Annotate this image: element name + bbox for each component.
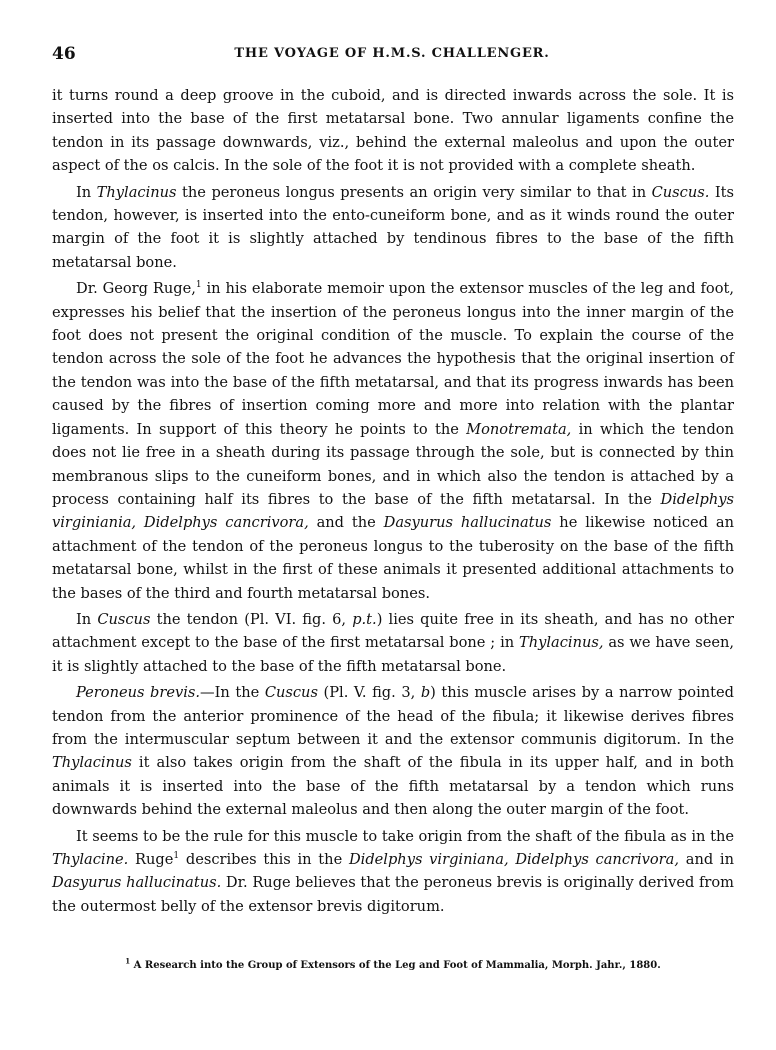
- page-header: [52, 44, 732, 68]
- paragraph-text: describes this in the: [179, 851, 349, 868]
- italic-taxon: Didelphys virginiana, Didelphys cancrivora,: [348, 851, 679, 868]
- italic-taxon: Dasyurus hallucinatus.: [52, 874, 222, 892]
- paragraph-text: It seems to be the rule for this muscle to take origin from the shaft of the fibula as in the: [76, 827, 734, 845]
- footnote-marker: 1: [125, 956, 131, 966]
- page-number: 46: [52, 44, 76, 64]
- italic-taxon: Thylacinus,: [518, 634, 604, 652]
- footnote-reference: 1: [173, 851, 180, 862]
- italic-taxon: Monotremata,: [466, 420, 572, 438]
- paragraph-1: [52, 84, 734, 178]
- italic-taxon: Didelphys virginiania, Didelphys cancrivora,: [52, 490, 734, 532]
- paragraph-text: he likewise noticed an attachment of the tendon of the peroneus longus to the tuberosity on the base of the fifth metatarsal bone, whilst in the first of these animals it presented additional attachments to the bases of the third and fourth metatarsal bones.: [52, 514, 734, 602]
- paragraph-text: ) lies quite free in its sheath, and has no other attachment except to the base of the first metatarsal bone ; in: [52, 610, 734, 652]
- paragraph-6: [52, 825, 734, 919]
- italic-taxon: Thylacinus: [96, 183, 177, 201]
- paragraph-text: it also takes origin from the shaft of the fibula in its upper half, and in both animals it is inserted into the base of the fifth metatarsal by a tendon which runs downwards behind the external maleolus and then along the outer margin of the foot.: [52, 754, 734, 819]
- paragraph-text: and in: [679, 851, 734, 868]
- paragraph-text: —In the: [200, 684, 265, 702]
- paragraph-text: in which the tendon does not lie free in a sheath during its passage through the sole, but is connected by thin membranous slips to the cuneiform bones, and in which also the tendon is attached by a process containing half its fibres to the base of the fifth metatarsal. In the: [52, 420, 734, 508]
- italic-taxon: Dasyurus hallucinatus: [383, 514, 552, 532]
- italic-taxon: Cuscus: [264, 684, 318, 702]
- paragraph-text: In: [76, 610, 98, 628]
- paragraph-text: as we have seen, it is slightly attached to the base of the fifth metatarsal bone.: [52, 634, 734, 675]
- paragraph-text: Dr. Ruge believes that the peroneus brevis is originally derived from the outermost belly of the extensor brevis digitorum.: [52, 874, 734, 915]
- italic-label: b: [420, 684, 431, 702]
- paragraph-text: (Pl. V. fig. 3,: [317, 684, 421, 702]
- footnote: [52, 956, 734, 971]
- italic-taxon: Thylacinus: [52, 754, 132, 772]
- paragraph-text: the peroneus longus presents an origin very similar to that in: [176, 183, 652, 201]
- italic-taxon: Cuscus: [97, 610, 151, 628]
- paragraph-text: Dr. Georg Ruge,: [76, 280, 196, 298]
- paragraph-5: [52, 681, 734, 821]
- paragraph-text: Ruge: [128, 851, 174, 868]
- italic-taxon: Thylacine.: [52, 851, 129, 868]
- paragraph-text: Its tendon, however, is inserted into the ento-cuneiform bone, and as it winds round the outer margin of the foot it is slightly attached by tendinous fibres to the base of the fifth metatarsal bone.: [52, 183, 734, 271]
- paragraph-text: ) this muscle arises by a narrow pointed tendon from the anterior prominence of the head of the fibula; it likewise derives fibres from the intermuscular septum between it and the extensor communis digitorum. In the: [52, 684, 735, 748]
- italic-taxon: Cuscus.: [651, 183, 710, 201]
- paragraph-text: in his elaborate memoir upon the extensor muscles of the leg and foot, expresses his belief that the insertion of the peroneus longus into the inner margin of the foot does not present the original condition of the muscle. To explain the course of the tendon across the sole of the foot he advances the hypothesis that the original insertion of the tendon was into the base of the fifth metatarsal, and that its progress inwards has been caused by the fibres of insertion coming more and more into relation with the plantar ligaments. In support of this theory he points to the: [52, 280, 734, 438]
- footnote-text: A Research into the Group of Extensors of the Leg and Foot of Mammalia, Morph. Jahr., 1880.: [130, 960, 661, 971]
- paragraph-text: and the: [308, 514, 384, 532]
- paragraph-4: [52, 608, 734, 678]
- footnote-reference: 1: [195, 280, 202, 291]
- paragraph-3: [52, 277, 734, 605]
- paragraph-text: the tendon (Pl. VI. fig. 6,: [150, 610, 353, 628]
- paragraph-2: [52, 181, 734, 275]
- body-text: [52, 84, 734, 918]
- section-heading-italic: Peroneus brevis.: [76, 684, 201, 702]
- italic-label: p.t.: [352, 610, 377, 628]
- paragraph-text: it turns round a deep groove in the cuboid, and is directed inwards across the sole. It is inserted into the base of the first metatarsal bone. Two annular ligaments confine the tendon in its passage downwards, viz., behind the external maleolus and upon the outer aspect of the os calcis. In the sole of the foot it is not provided with a complete sheath.: [52, 87, 734, 175]
- running-head: THE VOYAGE OF H.M.S. CHALLENGER.: [234, 46, 550, 61]
- paragraph-text: In: [76, 183, 97, 201]
